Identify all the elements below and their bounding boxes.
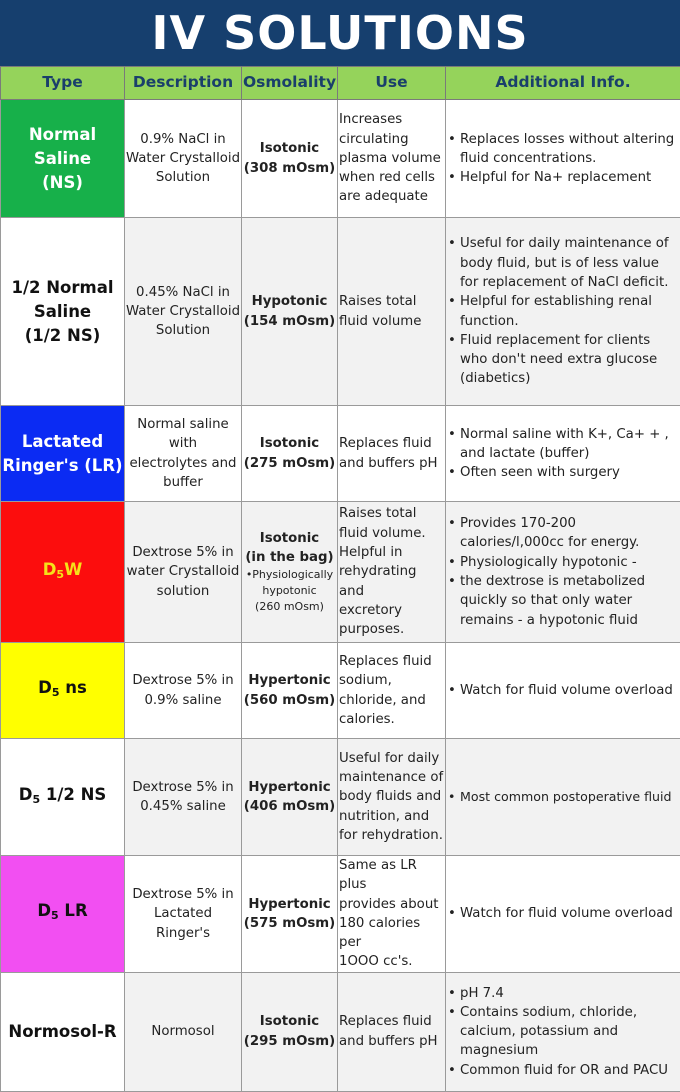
- use-line: Useful for daily: [339, 749, 444, 768]
- info-cell: [446, 739, 680, 856]
- info-bullet: • Watch for fluid volume overload: [448, 904, 680, 923]
- table-row: [1, 739, 680, 856]
- description-line: Dextrose 5% in: [125, 671, 241, 690]
- use-line: calories.: [339, 710, 444, 729]
- description-line: 0.45% saline: [125, 797, 241, 816]
- table-row: [1, 502, 680, 643]
- use-line: plasma volume: [339, 149, 444, 168]
- use-cell: [338, 406, 446, 502]
- description-cell: [125, 100, 242, 218]
- type-cell: [1, 643, 125, 739]
- osmolality-cell: [242, 643, 338, 739]
- description-cell: [125, 406, 242, 502]
- use-cell: [338, 218, 446, 406]
- osmolality-cell: [242, 100, 338, 218]
- use-line: Replaces fluid: [339, 652, 444, 671]
- use-line: chloride, and: [339, 691, 444, 710]
- osmolality-tonicity: Hypertonic: [248, 897, 330, 912]
- use-cell: [338, 643, 446, 739]
- type-suffix: ns: [60, 678, 87, 697]
- description-line: solution: [125, 582, 241, 601]
- description-line: Dextrose 5% in: [125, 778, 241, 797]
- osmolality-value: (560 mOsm): [244, 693, 335, 708]
- description-line: Ringer's: [125, 924, 241, 943]
- osmolality-tonicity: Isotonic: [260, 141, 319, 156]
- info-bullet: • Replaces losses without altering fluid concentrations.: [448, 130, 680, 169]
- use-line: 1OOO cc's.: [339, 952, 444, 971]
- info-bullet: • Helpful for establishing renal function.: [448, 292, 680, 331]
- osmolality-small-line: •Physiologically: [242, 567, 337, 583]
- type-cell: [1, 972, 125, 1091]
- use-line: and buffers pH: [339, 1032, 444, 1051]
- description-cell: [125, 218, 242, 406]
- use-line: sodium,: [339, 671, 444, 690]
- info-cell: [446, 406, 680, 502]
- description-line: buffer: [125, 473, 241, 492]
- use-cell: [338, 856, 446, 973]
- osmolality-tonicity: Hypertonic: [248, 780, 330, 795]
- type-suffix: W: [64, 560, 82, 579]
- type-line: Normosol-R: [1, 1020, 124, 1044]
- header-type: Type: [1, 67, 125, 100]
- type-suffix: LR: [59, 901, 88, 920]
- use-line: Replaces fluid: [339, 434, 444, 453]
- type-letter: D: [43, 560, 57, 579]
- description-cell: [125, 502, 242, 643]
- description-line: Normal saline: [125, 415, 241, 434]
- page-title: IV SOLUTIONS: [0, 0, 680, 66]
- use-line: are adequate: [339, 187, 444, 206]
- osmolality-tonicity: Hypertonic: [248, 673, 330, 688]
- type-line: (1/2 NS): [1, 324, 124, 348]
- type-cell: [1, 406, 125, 502]
- use-cell: [338, 972, 446, 1091]
- use-line: Raises total: [339, 292, 444, 311]
- iv-solutions-table: [0, 66, 680, 1092]
- table-row: [1, 406, 680, 502]
- description-line: Dextrose 5% in: [125, 885, 241, 904]
- info-bullet: • Normal saline with K+, Ca+ + , and lactate (buffer): [448, 425, 680, 464]
- use-line: Same as LR plus: [339, 856, 444, 895]
- description-line: Dextrose 5% in: [125, 543, 241, 562]
- type-cell: [1, 218, 125, 406]
- use-line: fluid volume: [339, 312, 444, 331]
- use-line: purposes.: [339, 620, 444, 639]
- use-line: body fluids and: [339, 787, 444, 806]
- info-bullet: • Often seen with surgery: [448, 463, 680, 482]
- type-cell: [1, 502, 125, 643]
- use-cell: [338, 502, 446, 643]
- type-line: 1/2 Normal: [1, 276, 124, 300]
- use-line: fluid volume.: [339, 524, 444, 543]
- info-bullet: • Fluid replacement for clients who don't need extra glucose (diabetics): [448, 331, 680, 389]
- type-letter: D: [37, 901, 51, 920]
- use-line: Replaces fluid: [339, 1012, 444, 1031]
- osmolality-tonicity: Isotonic: [260, 531, 319, 546]
- table-row: [1, 643, 680, 739]
- osmolality-small-line: hypotonic: [242, 583, 337, 599]
- description-line: 0.45% NaCl in: [125, 283, 241, 302]
- description-cell: [125, 739, 242, 856]
- info-bullet: • Common fluid for OR and PACU: [448, 1061, 680, 1080]
- osmolality-cell: [242, 739, 338, 856]
- info-cell: [446, 643, 680, 739]
- info-cell: [446, 100, 680, 218]
- info-bullet: • Helpful for Na+ replacement: [448, 168, 680, 187]
- description-line: electrolytes and: [125, 454, 241, 473]
- header-row: [1, 67, 680, 100]
- description-line: Normosol: [125, 1022, 241, 1041]
- info-bullet: • Provides 170-200 calories/l,000cc for energy.: [448, 514, 680, 553]
- type-line: Saline: [1, 300, 124, 324]
- use-line: Helpful in: [339, 543, 444, 562]
- osmolality-cell: [242, 972, 338, 1091]
- osmolality-tonicity: Hypotonic: [252, 294, 328, 309]
- info-cell: [446, 218, 680, 406]
- osmolality-cell: [242, 856, 338, 973]
- description-line: Water Crystalloid: [125, 149, 241, 168]
- info-cell: [446, 502, 680, 643]
- type-cell: [1, 739, 125, 856]
- osmolality-value: (308 mOsm): [244, 161, 335, 176]
- osmolality-value: (406 mOsm): [244, 799, 335, 814]
- table-row: [1, 218, 680, 406]
- type-suffix: 1/2 NS: [40, 785, 106, 804]
- type-line: Lactated: [1, 430, 124, 454]
- osmolality-value: (575 mOsm): [244, 916, 335, 931]
- description-cell: [125, 972, 242, 1091]
- osmolality-cell: [242, 406, 338, 502]
- osmolality-cell: [242, 502, 338, 643]
- type-line: Ringer's (LR): [1, 454, 124, 478]
- osmolality-cell: [242, 218, 338, 406]
- info-bullet: • Watch for fluid volume overload: [448, 681, 680, 700]
- info-bullet: • the dextrose is metabolized quickly so that only water remains - a hypotonic fluid: [448, 572, 680, 630]
- description-line: with: [125, 434, 241, 453]
- header-description: Description: [125, 67, 242, 100]
- description-cell: [125, 856, 242, 973]
- osmolality-tonicity: Isotonic: [260, 1014, 319, 1029]
- description-line: water Crystalloid: [125, 562, 241, 581]
- use-line: and buffers pH: [339, 454, 444, 473]
- use-line: Increases: [339, 110, 444, 129]
- osmolality-value: (275 mOsm): [244, 456, 335, 471]
- info-bullet: • Most common postoperative fluid: [448, 787, 680, 806]
- table-row: [1, 100, 680, 218]
- use-line: circulating: [339, 130, 444, 149]
- osmolality-note: (in the bag): [245, 550, 333, 565]
- use-line: Raises total: [339, 504, 444, 523]
- info-bullet: • pH 7.4: [448, 984, 680, 1003]
- description-line: 0.9% NaCl in: [125, 130, 241, 149]
- use-line: for rehydration.: [339, 826, 444, 845]
- header-additional-info: Additional Info.: [446, 67, 680, 100]
- type-cell: [1, 856, 125, 973]
- type-line: Normal Saline: [1, 123, 124, 171]
- use-line: when red cells: [339, 168, 444, 187]
- type-subscript: 5: [56, 568, 64, 581]
- header-osmolality: Osmolality: [242, 67, 338, 100]
- type-line: (NS): [1, 171, 124, 195]
- description-line: 0.9% saline: [125, 691, 241, 710]
- info-bullet: • Physiologically hypotonic -: [448, 553, 680, 572]
- info-cell: [446, 856, 680, 973]
- description-line: Solution: [125, 168, 241, 187]
- osmolality-value: (154 mOsm): [244, 314, 335, 329]
- type-subscript: 5: [52, 686, 60, 699]
- use-line: provides about: [339, 895, 444, 914]
- osmolality-tonicity: Isotonic: [260, 436, 319, 451]
- use-cell: [338, 739, 446, 856]
- info-bullet: • Useful for daily maintenance of body fluid, but is of less value for replacement of NaCl deficit.: [448, 234, 680, 292]
- type-subscript: 5: [51, 909, 59, 922]
- info-cell: [446, 972, 680, 1091]
- info-bullet: • Contains sodium, chloride, calcium, potassium and magnesium: [448, 1003, 680, 1061]
- osmolality-small-line: (260 mOsm): [242, 599, 337, 615]
- description-line: Lactated: [125, 904, 241, 923]
- osmolality-value: (295 mOsm): [244, 1034, 335, 1049]
- header-use: Use: [338, 67, 446, 100]
- use-cell: [338, 100, 446, 218]
- description-line: Solution: [125, 321, 241, 340]
- use-line: 180 calories per: [339, 914, 444, 953]
- use-line: rehydrating and: [339, 562, 444, 601]
- table-row: [1, 856, 680, 973]
- use-line: nutrition, and: [339, 807, 444, 826]
- description-cell: [125, 643, 242, 739]
- type-letter: D: [19, 785, 33, 804]
- use-line: maintenance of: [339, 768, 444, 787]
- description-line: Water Crystalloid: [125, 302, 241, 321]
- table-row: [1, 972, 680, 1091]
- type-subscript: 5: [32, 793, 40, 806]
- use-line: excretory: [339, 601, 444, 620]
- type-cell: [1, 100, 125, 218]
- type-letter: D: [38, 678, 52, 697]
